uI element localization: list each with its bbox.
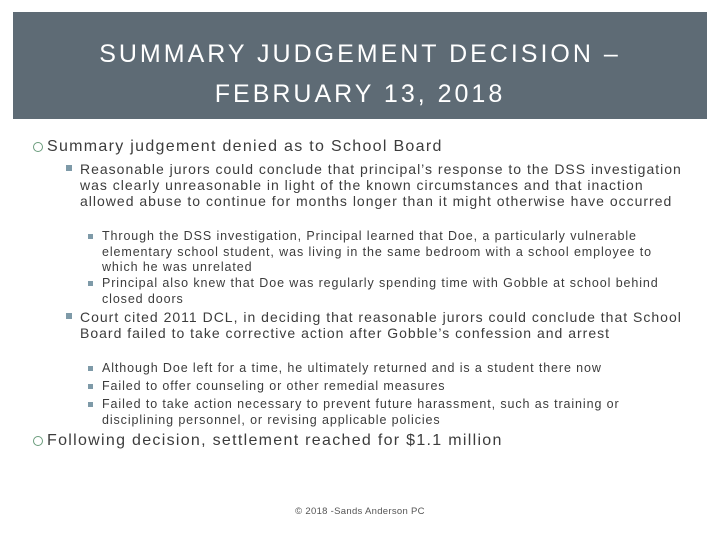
circle-bullet-icon — [33, 436, 43, 446]
bullet-summary-judgement: Summary judgement denied as to School Board — [47, 137, 443, 157]
square-bullet-icon — [66, 165, 72, 171]
sub-sub-bullet-no-counseling: Failed to offer counseling or other remedial measures — [102, 379, 692, 395]
square-bullet-icon — [88, 402, 93, 407]
footer-copyright: © 2018 -Sands Anderson PC — [295, 506, 425, 517]
circle-bullet-icon — [33, 142, 43, 152]
sub-sub-bullet-dss-investigation: Through the DSS investigation, Principal learned that Doe, a particularly vulnerable elementary school student, was living in the same bedroom with a school employee to which he was unrelated — [102, 229, 692, 276]
sub-sub-bullet-failed-action: Failed to take action necessary to prevent future harassment, such as training or disciplining personnel, or revising applicable policies — [102, 397, 692, 428]
sub-sub-bullet-closed-doors: Principal also knew that Doe was regularly spending time with Gobble at school behind closed doors — [102, 276, 692, 307]
slide-title-line-1: SUMMARY JUDGEMENT DECISION – — [99, 40, 621, 68]
square-bullet-icon — [88, 234, 93, 239]
sub-bullet-court-cited-dcl: Court cited 2011 DCL, in deciding that reasonable jurors could conclude that School Board failed to take corrective action after Gobble’s confession and arrest — [80, 309, 685, 341]
bullet-settlement: Following decision, settlement reached for $1.1 million — [47, 431, 503, 451]
square-bullet-icon — [88, 281, 93, 286]
slide-title-line-2: FEBRUARY 13, 2018 — [214, 80, 506, 108]
sub-bullet-reasonable-jurors: Reasonable jurors could conclude that principal’s response to the DSS investigation was clearly unreasonable in light of the known circumstances and that inaction allowed abuse to continue for months longer than it might otherwise have occurred — [80, 161, 685, 209]
square-bullet-icon — [88, 384, 93, 389]
square-bullet-icon — [66, 313, 72, 319]
sub-sub-bullet-doe-returned: Although Doe left for a time, he ultimately returned and is a student there now — [102, 361, 692, 377]
square-bullet-icon — [88, 366, 93, 371]
